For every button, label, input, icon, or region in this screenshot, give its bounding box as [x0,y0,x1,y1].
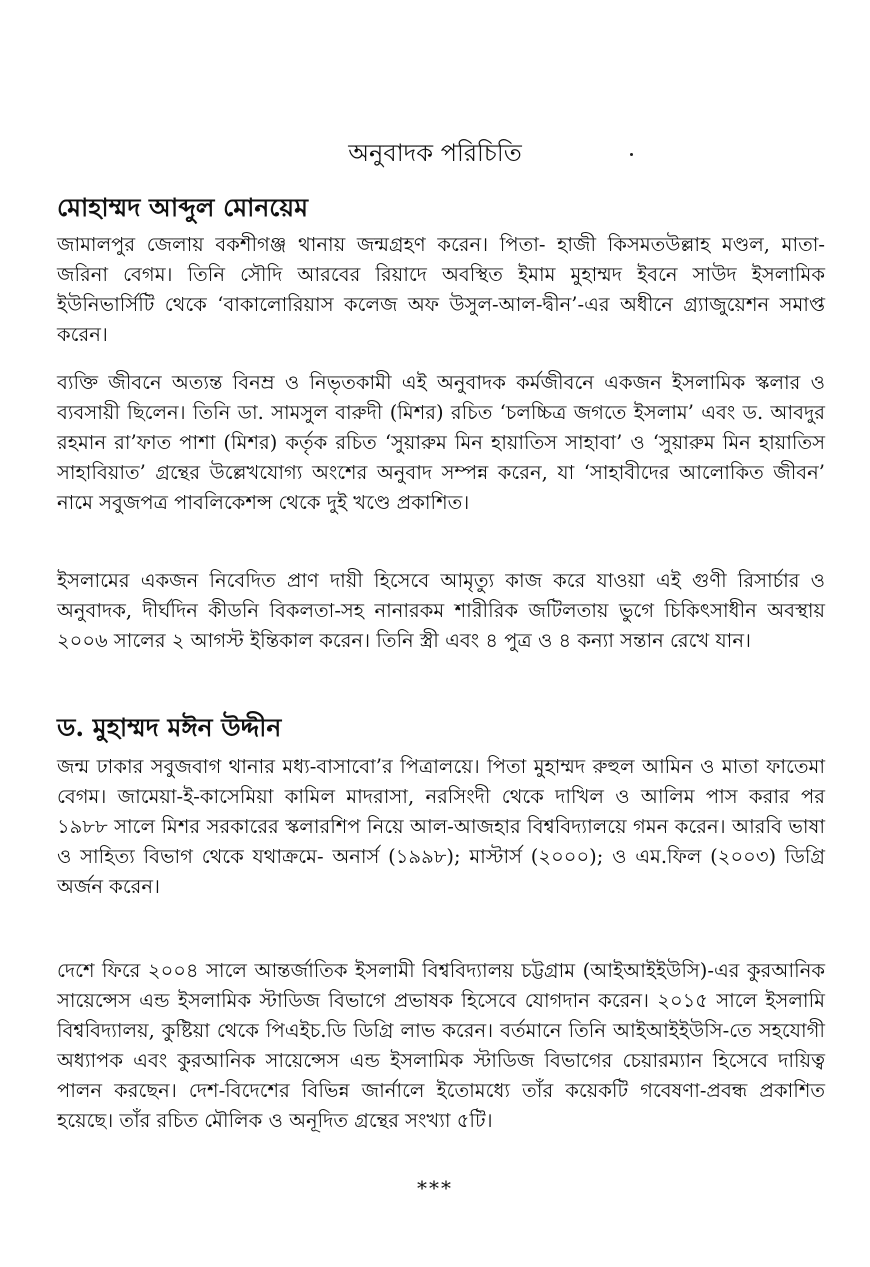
page-title: অনুবাদক পরিচিতি [348,139,522,167]
bio-paragraph-2-1: জন্ম ঢাকার সবুজবাগ থানার মধ্য-বাসাবো’র পিত্রালয়ে। পিতা মুহাম্মদ রুহুল আমিন ও মাতা ফাতেমা বেগম। জামেয়া-ই-কাসেমিয়া কামিল মাদরাসা, নরসিংদী থেকে দাখিল ও আলিম পাস করার পর ১৯৮৮ সালে মিশর সরকারের স্কলারশিপ নিয়ে আল-আজহার বিশ্ববিদ্যালয়ে গমন করেন। আরবি ভাষা ও সাহিত্য বিভাগ থেকে যথাক্রমে- অনার্স (১৯৯৮); মাস্টার্স (২০০০); ও এম.ফিল (২০০৩) ডিগ্রি অর্জন করেন। [57,755,825,898]
bio-paragraph-2-2: দেশে ফিরে ২০০৪ সালে আন্তর্জাতিক ইসলামী বিশ্ববিদ্যালয় চট্টগ্রাম (আইআইইউসি)-এর কুরআনিক সায়েন্সেস এন্ড ইসলামিক স্টাডিজ বিভাগে প্রভাষক হিসেবে যোগদান করেন। ২০১৫ সালে ইসলামি বিশ্ববিদ্যালয়, কুষ্টিয়া থেকে পিএইচ.ডি ডিগ্রি লাভ করেন। বর্তমানে তিনি আইআইইউসি-তে সহযোগী অধ্যাপক এবং কুরআনিক সায়েন্সেস এন্ড ইসলামিক স্টাডিজ বিভাগের চেয়ারম্যান হিসেবে দায়িত্ব পালন করছেন। দেশ-বিদেশের বিভিন্ন জার্নালে ইতোমধ্যে তাঁর কয়েকটি গবেষণা-প্রবন্ধ প্রকাশিত হয়েছে। তাঁর রচিত মৌলিক ও অনূদিত গ্রন্থের সংখ্যা ৫টি। [57,959,825,1132]
section-heading-translator-2: ড. মুহাম্মদ মঈন উদ্দীন [57,713,282,742]
scan-speck [630,153,633,156]
bio-paragraph-1-2: ব্যক্তি জীবনে অত্যন্ত বিনম্র ও নিভৃতকামী এই অনুবাদক কর্মজীবনে একজন ইসলামিক স্কলার ও ব্যবসায়ী ছিলেন। তিনি ডা. সামসুল বারুদী (মিশর) রচিত ‘চলচ্চিত্র জগতে ইসলাম’ এবং ড. আবদুর রহমান রা’ফাত পাশা (মিশর) কর্তৃক রচিত ‘সুয়ারুম মিন হায়াতিস সাহাবা’ ও ‘সুয়ারুম মিন হায়াতিস সাহাবিয়াত’ গ্রন্থের উল্লেখযোগ্য অংশের অনুবাদ সম্পন্ন করেন, যা ‘সাহাবীদের আলোকিত জীবন’ নামে সবুজপত্র পাবলিকেশন্স থেকে দুই খণ্ডে প্রকাশিত। [57,371,825,514]
section-heading-translator-1: মোহাম্মদ আব্দুল মোনয়েম [57,193,308,222]
bio-paragraph-1-3: ইসলামের একজন নিবেদিত প্রাণ দায়ী হিসেবে আমৃত্যু কাজ করে যাওয়া এই গুণী রিসার্চার ও অনুবাদক, দীর্ঘদিন কীডনি বিকলতা-সহ নানারকম শারীরিক জটিলতায় ভুগে চিকিৎসাধীন অবস্থায় ২০০৬ সালের ২ আগস্ট ইন্তিকাল করেন। তিনি স্ত্রী এবং ৪ পুত্র ও ৪ কন্যা সন্তান রেখে যান। [57,569,825,652]
end-ornament: *** [417,1176,453,1200]
bio-paragraph-1-1: জামালপুর জেলায় বকশীগঞ্জ থানায় জন্মগ্রহণ করেন। পিতা- হাজী কিসমতউল্লাহ মণ্ডল, মাতা- জরিনা বেগম। তিনি সৌদি আরবের রিয়াদে অবস্থিত ইমাম মুহাম্মদ ইবনে সাউদ ইসলামিক ইউনিভার্সিটি থেকে ‘বাকালোরিয়াস কলেজ অফ উসুল-আল-দ্বীন’-এর অধীনে গ্র্যাজুয়েশন সমাপ্ত করেন। [57,233,825,346]
